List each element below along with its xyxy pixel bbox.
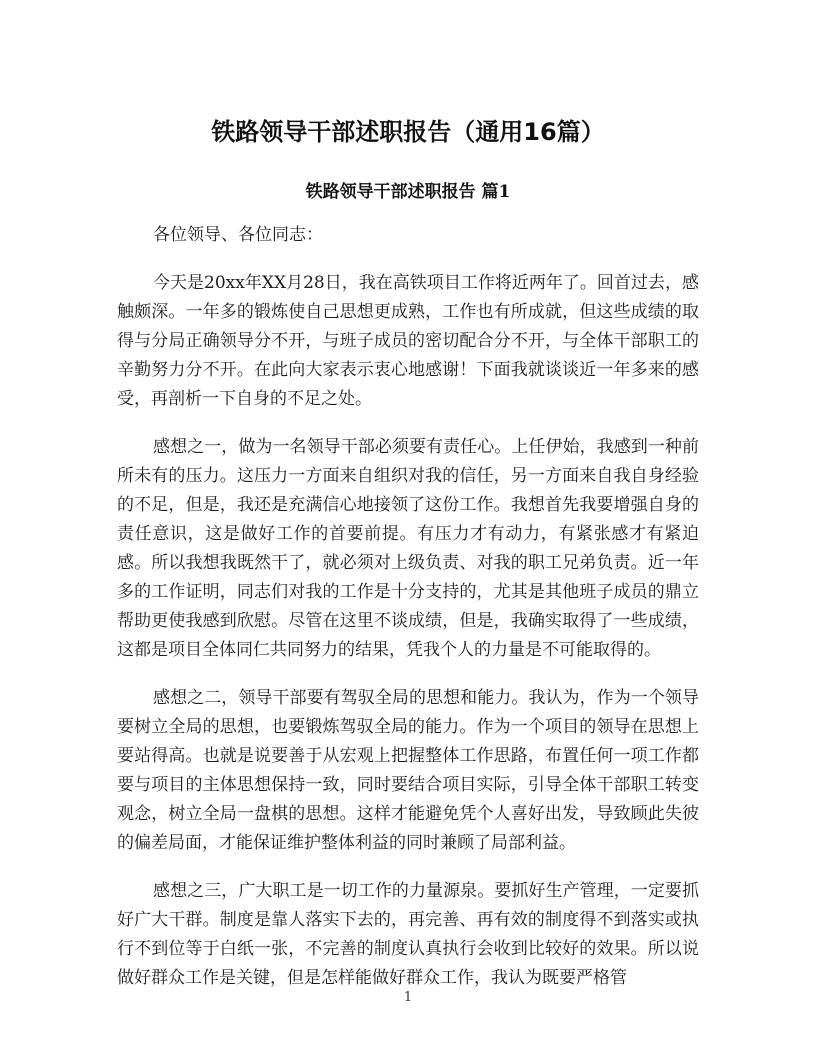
document-body	[117, 221, 699, 1012]
page-number: 1	[403, 990, 413, 1005]
salutation-paragraph: 各位领导、各位同志：	[153, 225, 323, 245]
reflection-three-paragraph: 感想之三，广大职工是一切工作的力量源泉。要抓好生产管理，一定要抓好广大干群。制度是靠人落实下去的，再完善、再有效的制度得不到落实或执行不到位等于白纸一张，不完善的制度认真执行会收到比较好的效果。所以说做好群众工作是关键，但是怎样能做好群众工作，我认为既要严格管	[117, 881, 699, 988]
reflection-one-paragraph: 感想之一，做为一名领导干部必须要有责任心。上任伊始，我感到一种前所未有的压力。这压力一方面来自组织对我的信任，另一方面来自我自身经验的不足，但是，我还是充满信心地接领了这份工作。我想首先我要增强自身的责任意识，这是做好工作的首要前提。有压力才有动力，有紧张感才有紧迫感。所以我想我既然干了，就必须对上级负责、对我的职工兄弟负责。近一年多的工作证明，同志们对我的工作是十分支持的，尤其是其他班子成员的鼎立帮助更使我感到欣慰。尽管在这里不谈成绩，但是，我确实取得了一些成绩，这都是项目全体同仁共同努力的结果，凭我个人的力量是不可能取得的。	[117, 437, 699, 660]
document-title: 铁路领导干部述职报告（通用16篇）	[211, 118, 605, 146]
reflection-two-paragraph: 感想之二，领导干部要有驾驭全局的思想和能力。我认为，作为一个领导要树立全局的思想，也要锻炼驾驭全局的能力。作为一个项目的领导在思想上要站得高。也就是说要善于从宏观上把握整体工作思路，布置任何一项工作都要与项目的主体思想保持一致，同时要结合项目实际，引导全体干部职工转变观念，树立全局一盘棋的思想。这样才能避免凭个人喜好出发，导致顾此失彼的偏差局面，才能保证维护整体利益的同时兼顾了局部利益。	[117, 688, 699, 853]
section-title: 铁路领导干部述职报告 篇1	[305, 182, 511, 202]
intro-paragraph: 今天是20xx年XX月28日，我在高铁项目工作将近两年了。回首过去，感触颇深。一年多的锻炼使自己思想更成熟，工作也有所成就，但这些成绩的取得与分局正确领导分不开，与班子成员的密切配合分不开，与全体干部职工的辛勤努力分不开。在此向大家表示衷心地感谢！下面我就谈谈近一年多来的感受，再剖析一下自身的不足之处。	[117, 273, 699, 409]
